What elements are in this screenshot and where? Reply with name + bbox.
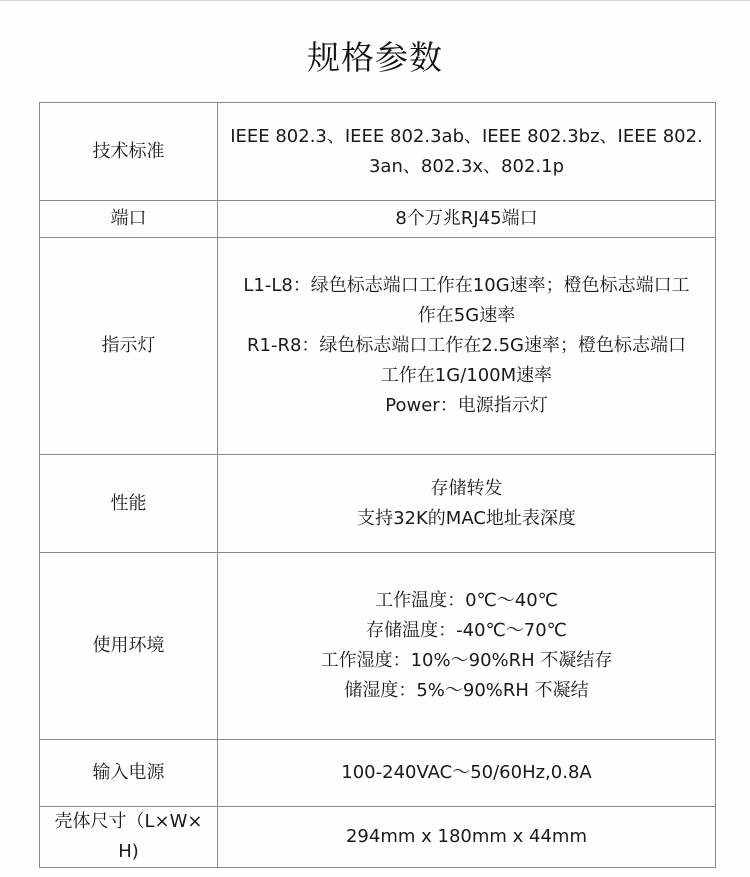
spec-value <box>218 807 716 868</box>
spec-value-line: L1-L8：绿色标志端口工作在10G速率；橙色标志端口工 <box>243 275 690 296</box>
spec-label <box>40 807 218 868</box>
spec-value-line: 工作在1G/100M速率 <box>380 365 553 386</box>
spec-label: 性能 <box>40 455 218 553</box>
spec-value <box>218 455 716 553</box>
spec-value-line: 3an、802.3x、802.1p <box>368 155 565 177</box>
spec-value-line: 支持32K的MAC地址表深度 <box>357 507 576 529</box>
spec-value-line: 8个万兆RJ45端口 <box>395 208 538 229</box>
table-row <box>40 103 716 201</box>
table-row <box>40 553 716 740</box>
spec-value-line: IEEE 802.3、IEEE 802.3ab、IEEE 802.3bz、IEEE 802. <box>230 125 703 147</box>
spec-label-line: 壳体尺寸（L×W× <box>54 811 203 832</box>
spec-value-line: 储湿度：5%～90%RH 不凝结 <box>344 680 589 701</box>
table-row <box>40 807 716 868</box>
spec-value-line: R1-R8：绿色标志端口工作在2.5G速率；橙色标志端口 <box>247 335 686 356</box>
spec-value-line: 存储转发 <box>430 477 503 499</box>
spec-value <box>218 201 716 238</box>
top-divider <box>0 0 750 1</box>
spec-table <box>39 102 716 868</box>
spec-value <box>218 103 716 201</box>
spec-value-line: Power：电源指示灯 <box>385 395 548 416</box>
spec-value <box>218 238 716 455</box>
spec-value-line: 294mm x 180mm x 44mm <box>345 826 587 847</box>
spec-label: 端口 <box>40 201 218 238</box>
spec-value <box>218 740 716 807</box>
table-row <box>40 455 716 553</box>
spec-value-line: 工作温度：0℃～40℃ <box>375 590 558 611</box>
spec-label: 指示灯 <box>40 238 218 455</box>
page-title: 规格参数 <box>307 38 443 77</box>
spec-label-line: H) <box>118 841 139 862</box>
spec-value-line: 工作湿度：10%～90%RH 不凝结存 <box>320 650 613 671</box>
spec-label: 输入电源 <box>40 740 218 807</box>
spec-value-line: 作在5G速率 <box>417 305 516 326</box>
table-row <box>40 201 716 238</box>
spec-value <box>218 553 716 740</box>
spec-value-line: 100-240VAC～50/60Hz,0.8A <box>341 762 592 783</box>
table-row <box>40 740 716 807</box>
spec-value-line: 存储温度：-40℃～70℃ <box>366 620 567 641</box>
table-row <box>40 238 716 455</box>
spec-label: 使用环境 <box>40 553 218 740</box>
spec-label: 技术标准 <box>40 103 218 201</box>
